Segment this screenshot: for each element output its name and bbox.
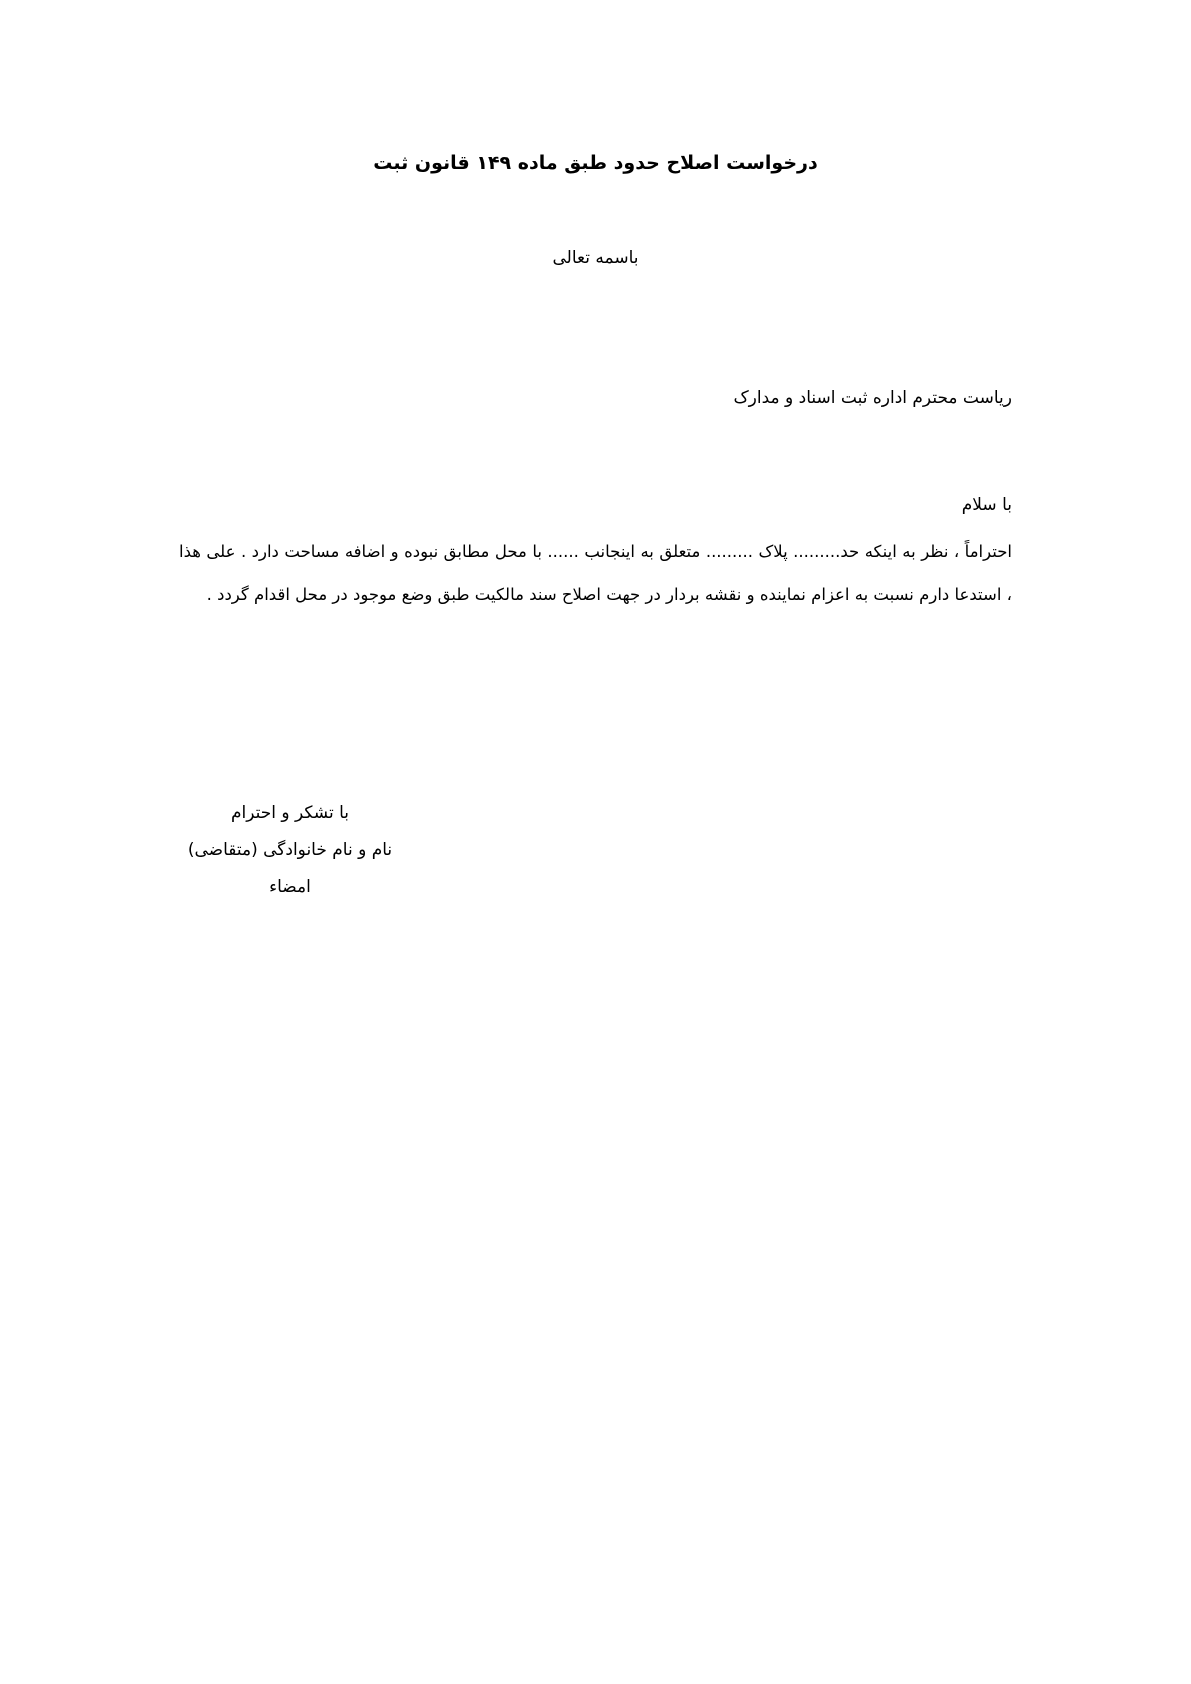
basmala-heading: باسمه تعالی: [552, 248, 639, 268]
recipient-line: ریاست محترم اداره ثبت اسناد و مدارک: [733, 388, 1012, 408]
letter-body: احتراماً ، نظر به اینکه حد......... پلاک ......... متعلق به اینجانب ...... با محل مطابق نبوده و اضافه مساحت دارد . علی هذا ، استدعا دارم نسبت به اعزام نماینده و نقشه بردار در جهت اصلاح سند مالکیت طبق وضع موجود در محل اقدام گردد .: [179, 542, 1012, 604]
greeting-line: با سلام: [961, 495, 1012, 515]
closing-thanks: با تشکر و احترام: [231, 803, 349, 823]
closing-block: [180, 795, 400, 906]
letter-title: درخواست اصلاح حدود طبق ماده ۱۴۹ قانون ثبت: [373, 152, 818, 174]
signature-label: امضاء: [269, 877, 311, 897]
applicant-name-label: نام و نام خانوادگی (متقاضی): [187, 840, 393, 860]
